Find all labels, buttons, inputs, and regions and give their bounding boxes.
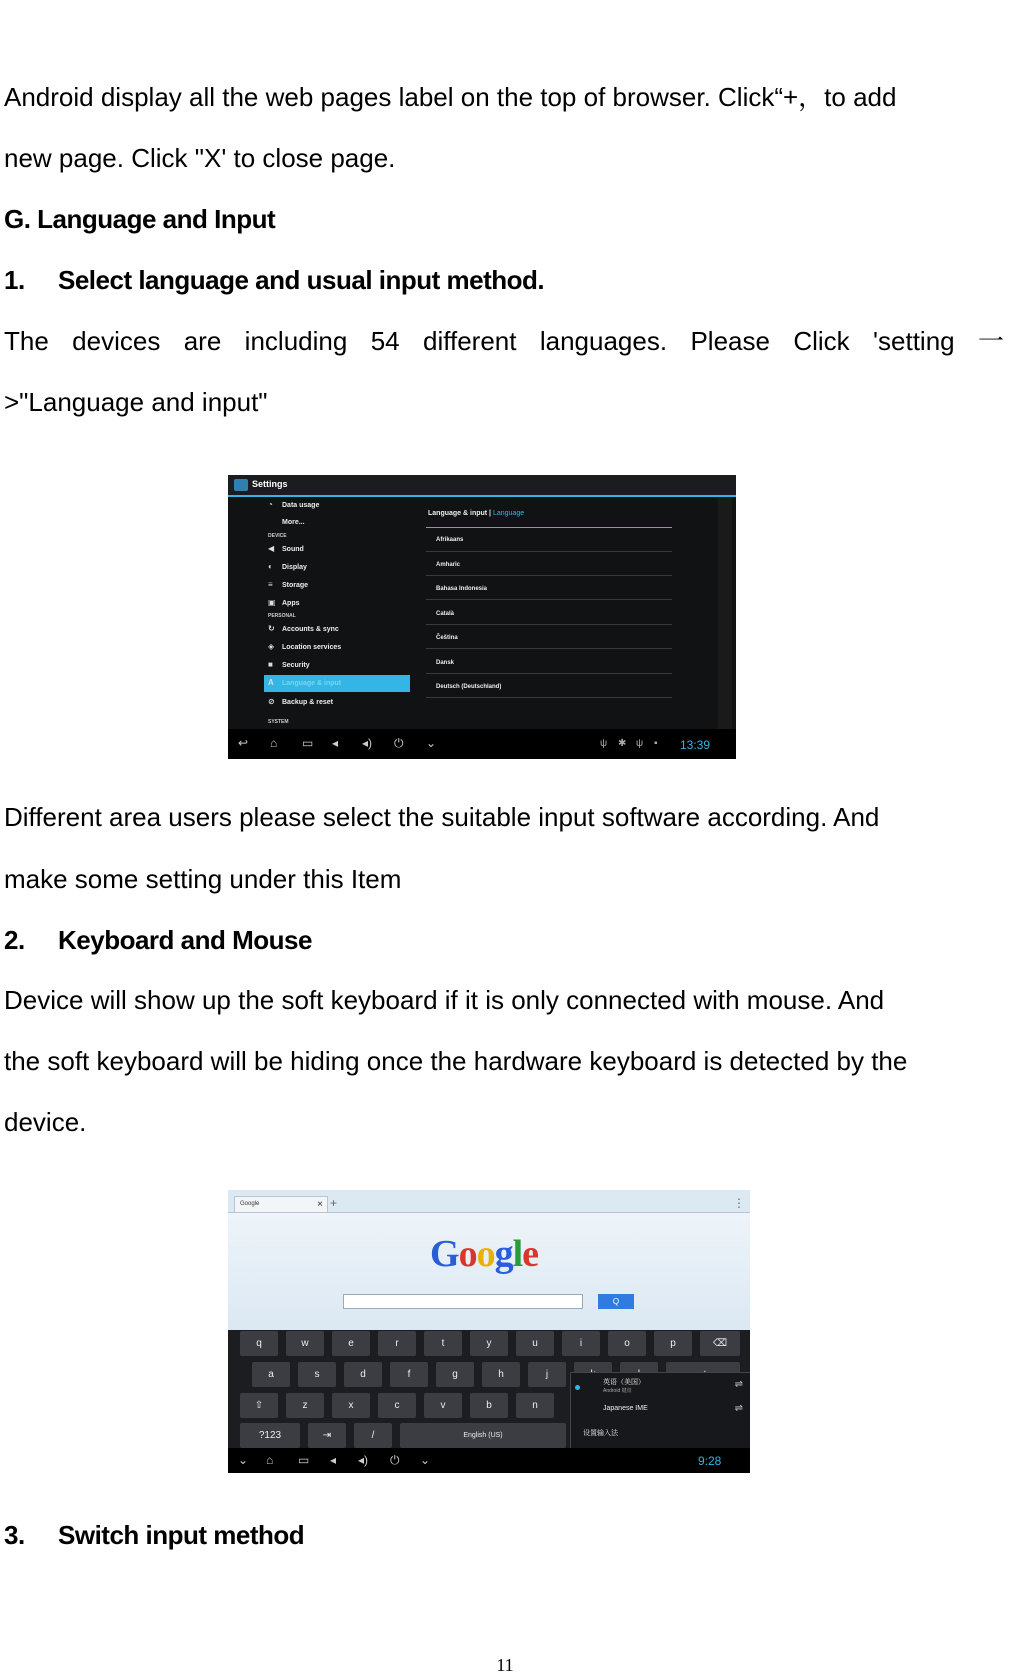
settings-item-sound bbox=[264, 541, 410, 558]
key: v bbox=[424, 1393, 462, 1418]
power-icon: ⏻ bbox=[394, 736, 404, 750]
row-divider bbox=[426, 697, 672, 698]
subheading-number: 3. bbox=[4, 1520, 25, 1550]
slash-key: / bbox=[354, 1423, 392, 1448]
settings-item-location bbox=[264, 639, 410, 656]
row-divider bbox=[426, 673, 672, 674]
input-method-popup bbox=[570, 1372, 750, 1450]
settings-item-label: Storage bbox=[282, 582, 309, 589]
settings-item-label: Backup & reset bbox=[282, 699, 333, 706]
settings-item-display bbox=[264, 559, 410, 576]
settings-clock: 13:39 bbox=[680, 738, 711, 752]
key: s bbox=[298, 1362, 336, 1387]
row-divider bbox=[426, 599, 672, 600]
key: e bbox=[332, 1331, 370, 1356]
subheading-text: Keyboard and Mouse bbox=[58, 925, 312, 955]
space-key: English (US) bbox=[400, 1423, 566, 1448]
tab-key bbox=[308, 1423, 346, 1448]
shift-key bbox=[240, 1393, 278, 1418]
backup-icon: ⊘ bbox=[268, 697, 275, 706]
logo-letter: o bbox=[458, 1233, 477, 1275]
settings-item-label: Apps bbox=[282, 600, 300, 607]
key: c bbox=[378, 1393, 416, 1418]
location-icon: ◈ bbox=[268, 642, 275, 651]
subheading-number: 1. bbox=[4, 265, 25, 295]
sound-icon: ◀ bbox=[268, 544, 275, 553]
sync-icon: ↻ bbox=[268, 624, 275, 633]
settings-scroll-gutter bbox=[718, 497, 732, 729]
symbols-key: ?123 bbox=[240, 1423, 300, 1448]
key: n bbox=[516, 1393, 554, 1418]
google-search-button: Q bbox=[598, 1294, 634, 1309]
settings-item-label: More... bbox=[282, 519, 305, 526]
paragraph-languages-line2: >"Language and input" bbox=[4, 387, 268, 417]
subheading-switch-input bbox=[4, 1520, 1004, 1550]
display-icon: ◐ bbox=[268, 562, 273, 571]
backspace-icon: ⌫ bbox=[712, 1338, 728, 1349]
key: o bbox=[608, 1331, 646, 1356]
browser-nav-bar bbox=[228, 1448, 750, 1473]
apps-icon: ▣ bbox=[268, 598, 276, 607]
settings-item-label: Sound bbox=[282, 546, 304, 553]
key: g bbox=[436, 1362, 474, 1387]
key: i bbox=[562, 1331, 600, 1356]
key: u bbox=[516, 1331, 554, 1356]
recent-apps-icon: ▭ bbox=[298, 1453, 310, 1467]
paragraph-languages-line1: The devices are including 54 different languages. Please Click 'setting 一 bbox=[4, 326, 1004, 356]
key: p bbox=[654, 1331, 692, 1356]
browser-tab bbox=[234, 1196, 328, 1213]
language-option: Català bbox=[436, 611, 455, 617]
paragraph-keyboard-line1: Device will show up the soft keyboard if it is only connected with mouse. And bbox=[4, 985, 885, 1015]
key: z bbox=[286, 1393, 324, 1418]
key: r bbox=[378, 1331, 416, 1356]
settings-category-system: SYSTEM bbox=[268, 719, 289, 725]
settings-item-more bbox=[264, 514, 410, 531]
subheading-number: 2. bbox=[4, 925, 25, 955]
key: t bbox=[424, 1331, 462, 1356]
collapse-icon: ⌄ bbox=[420, 1453, 431, 1467]
logo-letter: G bbox=[430, 1233, 459, 1275]
key: x bbox=[332, 1393, 370, 1418]
google-search-input bbox=[343, 1294, 583, 1309]
paragraph-browser-line1: Android display all the web pages label on the top of browser. Click“+，to add bbox=[4, 82, 897, 112]
key: w bbox=[286, 1331, 324, 1356]
new-tab-icon: + bbox=[330, 1196, 338, 1210]
page-number: 11 bbox=[496, 1655, 514, 1675]
settings-item-apps bbox=[264, 595, 410, 612]
settings-item-language-input bbox=[264, 675, 410, 692]
language-option: Amharic bbox=[436, 562, 461, 568]
volume-up-icon: ◂) bbox=[358, 1453, 369, 1467]
storage-icon: ≡ bbox=[268, 580, 273, 589]
language-option: Afrikaans bbox=[436, 537, 464, 543]
subheading-keyboard-mouse bbox=[4, 925, 1004, 955]
settings-item-label: Accounts & sync bbox=[282, 626, 339, 633]
key: j bbox=[528, 1362, 566, 1387]
paragraph-input-line1: Different area users please select the suitable input software according. And bbox=[4, 802, 880, 832]
paragraph-browser-line2: new page. Click "X' to close page. bbox=[4, 143, 396, 173]
home-icon: ⌂ bbox=[266, 1453, 274, 1467]
input-method-option-english bbox=[603, 1377, 645, 1394]
browser-screenshot bbox=[228, 1190, 750, 1473]
settings-screenshot bbox=[228, 475, 736, 759]
settings-app-icon bbox=[234, 479, 248, 491]
header-divider bbox=[426, 527, 672, 528]
language-input-header: Language & input | Language bbox=[428, 510, 525, 517]
volume-down-icon: ◂ bbox=[330, 1453, 337, 1467]
settings-title: Settings bbox=[252, 479, 288, 489]
volume-down-icon: ◂ bbox=[332, 736, 339, 750]
settings-item-label: Location services bbox=[282, 644, 342, 651]
browser-clock: 9:28 bbox=[698, 1454, 722, 1468]
settings-item-data-usage bbox=[264, 497, 410, 514]
data-usage-icon: ◔ bbox=[268, 500, 273, 509]
subheading-text: Switch input method bbox=[58, 1520, 305, 1550]
google-logo bbox=[430, 1232, 538, 1276]
settings-item-label: Display bbox=[282, 564, 307, 571]
settings-item-label: Data usage bbox=[282, 502, 320, 509]
settings-nav-bar bbox=[228, 729, 736, 759]
key: a bbox=[252, 1362, 290, 1387]
back-icon: ↩ bbox=[238, 736, 249, 750]
logo-letter: l bbox=[512, 1233, 523, 1275]
paragraph-input-line2: make some setting under this Item bbox=[4, 864, 402, 894]
shop-icon: ▪ bbox=[654, 738, 658, 749]
collapse-icon: ⌄ bbox=[426, 736, 437, 750]
row-divider bbox=[426, 648, 672, 649]
language-option: Deutsch (Deutschland) bbox=[436, 684, 502, 690]
subheading-select-language bbox=[4, 265, 1004, 295]
language-input-header-title: Language & input bbox=[428, 510, 488, 517]
home-icon: ⌂ bbox=[270, 736, 278, 750]
logo-letter: o bbox=[476, 1233, 495, 1275]
input-method-option-japanese: Japanese IME bbox=[603, 1405, 648, 1412]
settings-category-personal: PERSONAL bbox=[268, 613, 296, 619]
collapse-keyboard-icon: ⌄ bbox=[238, 1453, 249, 1467]
language-input-header-sub: Language bbox=[492, 510, 525, 517]
settings-item-label: Language & input bbox=[282, 680, 342, 687]
close-tab-icon: × bbox=[317, 1199, 323, 1210]
settings-tune-icon: ⇌ bbox=[734, 1379, 743, 1390]
paragraph-keyboard-line3: device. bbox=[4, 1107, 87, 1137]
recent-apps-icon: ▭ bbox=[302, 736, 314, 750]
input-method-sublabel: Android 键盘 bbox=[603, 1388, 632, 1394]
paragraph-keyboard-line2: the soft keyboard will be hiding once the hardware keyboard is detected by the bbox=[4, 1046, 908, 1076]
usb-icon: ψ bbox=[600, 738, 608, 749]
lock-icon: ■ bbox=[268, 660, 273, 669]
input-method-label: 英语（美国） bbox=[603, 1379, 645, 1386]
section-heading-language-input: G. Language and Input bbox=[4, 204, 276, 234]
settings-item-backup bbox=[264, 694, 410, 711]
settings-tune-icon: ⇌ bbox=[734, 1403, 743, 1414]
browser-tab-label: Google bbox=[240, 1201, 260, 1207]
debug-icon: ✱ bbox=[618, 738, 627, 749]
tab-icon: ⇥ bbox=[322, 1430, 332, 1441]
row-divider bbox=[426, 624, 672, 625]
logo-letter: g bbox=[494, 1233, 513, 1275]
overflow-menu-icon: ⋮ bbox=[733, 1196, 745, 1210]
language-icon: A bbox=[268, 678, 274, 687]
language-option: Dansk bbox=[436, 660, 455, 666]
settings-item-accounts bbox=[264, 621, 410, 638]
row-divider bbox=[426, 575, 672, 576]
volume-up-icon: ◂) bbox=[362, 736, 373, 750]
input-method-settings: 设置输入法 bbox=[583, 1430, 618, 1437]
key: b bbox=[470, 1393, 508, 1418]
key: f bbox=[390, 1362, 428, 1387]
notification-icon: ψ bbox=[636, 738, 644, 749]
language-option: Čeština bbox=[436, 635, 458, 641]
settings-item-label: Security bbox=[282, 662, 310, 669]
subheading-text: Select language and usual input method. bbox=[58, 265, 545, 295]
settings-item-security bbox=[264, 657, 410, 674]
backspace-key bbox=[700, 1331, 740, 1356]
selected-indicator bbox=[575, 1385, 580, 1390]
key: y bbox=[470, 1331, 508, 1356]
row-divider bbox=[426, 551, 672, 552]
key: h bbox=[482, 1362, 520, 1387]
settings-titlebar bbox=[228, 475, 736, 497]
settings-category-device: DEVICE bbox=[268, 533, 287, 539]
logo-letter: e bbox=[522, 1233, 538, 1275]
key: d bbox=[344, 1362, 382, 1387]
key: q bbox=[240, 1331, 278, 1356]
power-icon: ⏻ bbox=[390, 1453, 400, 1467]
language-option: Bahasa Indonesia bbox=[436, 586, 488, 592]
shift-icon: ⇧ bbox=[254, 1400, 264, 1411]
settings-item-storage bbox=[264, 577, 410, 594]
